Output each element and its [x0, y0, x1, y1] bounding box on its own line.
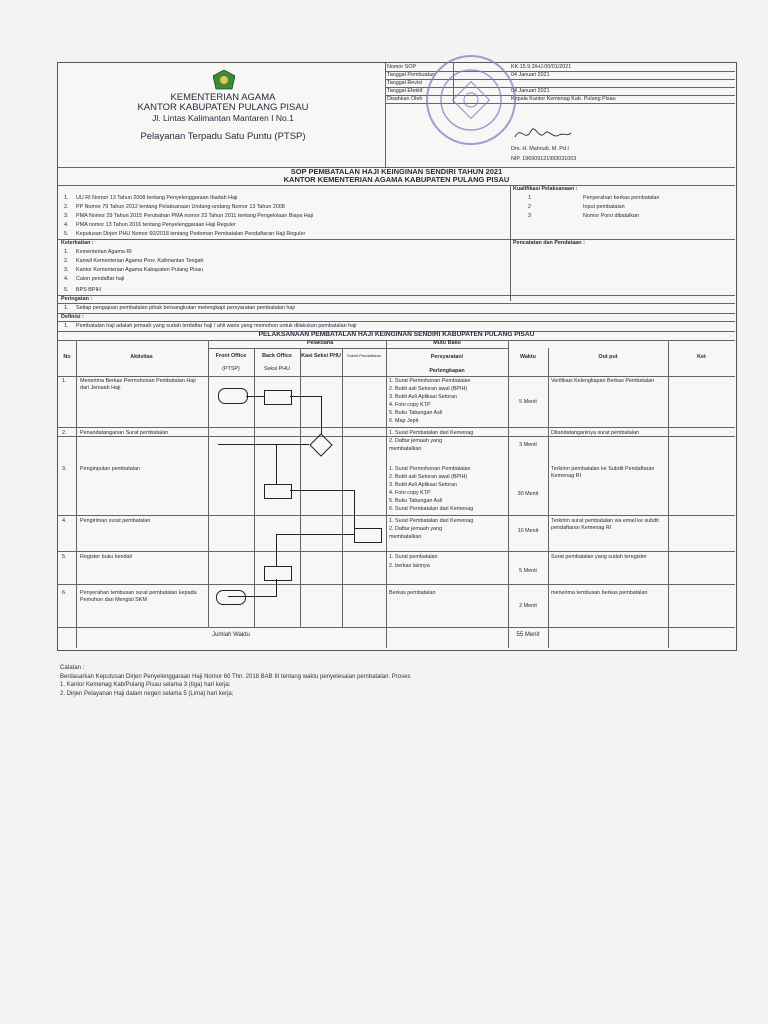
keterkaitan-title: Keterkaitan : [61, 240, 94, 246]
keterkaitan-item: Kantor Kementerian Agama Kabupaten Pulang Pisau [76, 267, 204, 273]
col-perlengkapan: Perlengkapan [429, 368, 465, 374]
row-syarat: 2. Daftar jemaah yang [389, 438, 443, 444]
row-syarat: 4. Foto copy KTP [389, 402, 431, 408]
row-syarat: 1. Surat Pembatalan dari Kemenag [389, 430, 474, 436]
sop-office: KANTOR KEMENTERIAN AGAMA KABUPATEN PULANG PISAU [283, 175, 510, 184]
row-output: Terkirim pembatalan ke Subdit Pendaftaran Kemenag RI [551, 466, 655, 479]
row-output: Terkirim surat pembatalan via email ke subdit pendaftaran Kemenag RI [551, 518, 659, 531]
row-syarat: 3. Bukti Asli Aplikasi Setoran [389, 482, 458, 488]
row-waktu: 2 Menit [519, 603, 537, 609]
col-kasi: Kasi Seksi PHU [301, 353, 341, 359]
col-front-office: Front Office [215, 353, 247, 359]
row-waktu: 5 Menit [519, 568, 537, 574]
signer-name: Drs. H. Mahrudi, M. Pd.I [511, 146, 569, 152]
row-syarat: membatalkan [389, 534, 422, 540]
meta-value: 04 Januari 2021 [511, 88, 550, 94]
signer-nip: NIP. 196909121993031003 [511, 156, 577, 162]
office-address: Jl. Lintas Kalimantan Mantaren I No.1 [152, 113, 294, 123]
row-waktu: 30 Menit [517, 491, 539, 497]
pencatatan-title: Pencatatan dan Pendataan : [513, 240, 585, 246]
notes-line: 2. Dirjen Pelayanan Haji dalam negeri selama 5 (Lima) hari kerja; [60, 690, 234, 697]
meta-label: Disahkan Oleh [387, 96, 423, 102]
legal-item: PMA nomor 13 Tahun 2016 tentang Penyelenggaraan Haji Reguler [76, 222, 236, 228]
keterkaitan-item: Kementerian Agama RI [76, 249, 132, 255]
row-syarat: 5. Buku Tabungan Asli [389, 410, 443, 416]
legal-item: PP Nomor 79 Tahun 2012 tentang Pelaksanaan Undang-undang Nomor 13 Tahun 2008 [76, 204, 285, 210]
qual-item: Penyerahan berkas pembatalan [583, 195, 660, 201]
row-syarat: 2. berkas lainnya [389, 563, 430, 569]
row-syarat: 4. Foto copy KTP [389, 490, 431, 496]
row-aktivitas: Register buku kendali [80, 554, 132, 560]
definisi-text: Pembatalan haji adalah jemaah yang sudah terdaftar haji / ahli waris yang memohon untuk dilakukan pembatalan haji [76, 323, 357, 329]
signature [513, 121, 573, 145]
flow-process-box [264, 484, 292, 499]
row-no: 4. [62, 518, 67, 524]
col-back-office: Back Office [262, 353, 292, 359]
definisi-title: Definisi : [61, 314, 84, 320]
notes-line: Berdasarkan Keputusan Dirjen Penyelenggaraan Haji Nomor 60 Thn. 2018 BAB III tentang waktu penyelesaian pembatalan. Proses [60, 673, 411, 680]
col-pelaksana: Pelaksana [306, 340, 334, 346]
row-no: 3. [62, 466, 67, 472]
col-back-office-sub: Seksi PHU [263, 366, 291, 372]
flow-end-terminator [216, 590, 246, 605]
row-syarat: 1. Surat pembatalan [389, 554, 438, 560]
col-aktivitas: Aktivitas [130, 354, 153, 360]
row-syarat: membatalkan [389, 446, 422, 452]
flow-decision-diamond [309, 433, 333, 457]
row-no: 5. [62, 554, 67, 560]
row-syarat: 2. Bukti asli Setoran awal (BPIH) [389, 474, 468, 480]
col-output: Out put [598, 354, 618, 360]
qual-item: Nomor Porsi dibatalkan [583, 213, 640, 219]
col-ket: Ket [697, 354, 706, 360]
office-name: KANTOR KABUPATEN PULANG PISAU [137, 102, 309, 113]
row-waktu: 5 Menit [519, 399, 537, 405]
row-aktivitas: Penyerahan tembusan surat pembatalan kepada Pemohon dan Mengisi SKM [80, 590, 197, 603]
org-name: KEMENTERIAN AGAMA [170, 92, 276, 103]
official-stamp [426, 55, 516, 145]
row-output: Surat pembatalan yang sudah teregister [551, 554, 647, 560]
row-aktivitas: Menerima Berkas Permohonan Pembatalan Haji dari Jemaah Haji [80, 378, 196, 391]
meta-value: Kepala Kantor Kemenag Kab. Pulang Pisau [511, 96, 616, 102]
row-syarat: 6. Surat Pembatalan dari Kemenag [389, 506, 474, 512]
row-syarat: 3. Bukti Asli Aplikasi Setoran [389, 394, 458, 400]
total-value: 55 Menit [516, 632, 540, 638]
row-aktivitas: Penandatanganan Surat pembatalan [80, 430, 169, 436]
total-label: Jumlah Waktu [212, 632, 250, 638]
row-syarat: 1. Surat Permohonan Pembatalan [389, 378, 471, 384]
keterkaitan-item: BPS BPIH [76, 287, 101, 293]
row-output: Verifikasi Kelengkapan Berkas Pembatalan [551, 378, 655, 384]
row-no: 2. [62, 430, 67, 436]
row-aktivitas: Penginputan pembatalan [80, 466, 140, 472]
col-front-office-sub: (PTSP) [222, 366, 240, 372]
row-output: menerima tembusan berkas pembatalan [551, 590, 648, 596]
sop-title: SOP PEMBATALAN HAJI KEINGINAN SENDIRI TAHUN 2021 [290, 167, 503, 176]
col-mutu: Mutu Baku [433, 340, 461, 346]
service-name: Pelayanan Terpadu Satu Puntu (PTSP) [140, 131, 306, 142]
sop-sheet: KEMENTERIAN AGAMA KANTOR KABUPATEN PULANG PISAU Jl. Lintas Kalimantan Mantaren I No.1 Pelayanan Terpadu Satu Puntu (PTSP) Nomor SOP Tanggal Pembuatan Tanggal Revisi Tanggal Efektif Disahkan Oleh KK.15.9.3/HJ.00/01/2021 04 Januari 2021 04 Januari 2021 Kepala Kantor Kemenag Kab. Pulang Pisau Drs. H. Mahrudi, M. Pd.I NIP. 196909121993031003 SOP PEMBATALAN HAJI KEINGINAN SENDIRI TAHUN 2021 KANTOR KEMENTERIAN AGAMA KABUPATEN PULANG PISAU Kualifikasi Pelaksanaan : 1. UU RI Nomor 13 Tahun 2008 tentang Penyelenggaraan Ibadah Haji 2. PP Nomor 79 Tahun 2012 tentang Pelaksanaan Undang-undang Nomor 13 Tahun 2008 3. PMA Nomor 29 Tahun 2015 Perubahan PMA nomor 23 Tahun 2011 tentang Pengelolaan Biaya Haji 4. PMA nomor 13 Tahun 2016 tentang Penyelenggaraan Haji Reguler 5. Keputusan Dirjen PHU Nomor 60/2018 tentang Pedoman Pembatalan Pendaftaran Haji Reguler 1 Penyerahan berkas pembatalan 2 Input pembatalan 3 Nomor Porsi dibatalkan Keterkaitan : Pencatatan dan Pendataan : 1. Kementerian Agama RI 2. Kanwil Kementerian Agama Prov. Kalimantan Tengah 3. Kantor Kementerian Agama Kabupaten Pulang Pisau 4. Calon pendaftar haji 5. BPS BPIH Peringatan : 1. Setiap pengajuan pembatalan pihak bersangkutan melengkapi persyaratan pembatalan haji Definisi : 1. Pembatalan haji adalah jemaah yang sudah terdaftar haji / ahli waris yang memohon untuk dilakukan pembatalan haji PELAKSANAAN PEMBATALAN HAJI KEINGINAN SENDIRI KABUPATEN PULANG PISAU Pelaksana Mutu Baku No Aktivitas Front Office (PTSP) Back Office Seksi PHU Kasi Seksi PHU Subsit Pendaftaran Persyaratan/ Perlengkapan Waktu Out put Ket 1. Menerima Berkas Permohonan Pembatalan Haji dari Jemaah Haji 1. Surat Permohonan Pembatalan 2. Bukti asli Setoran awal (BPIH) 3. Bukti Asli Aplikasi Setoran 4. Foto copy KTP 5. Buku Tabungan Asli 6. Map Jepit 5 Menit Verifikasi Kelengkapan Berkas Pembatalan 2. Penandatanganan Surat pembatalan 1. Surat Pembatalan dari Kemenag 2. Daftar jemaah yang membatalkan 3 Menit Ditandatanganinya surat pembatalan 3. Penginputan pembatalan 1. Surat Permohonan Pembatalan 2. Bukti asli Setoran awal (BPIH) 3. Bukti Asli Aplikasi Setoran 4. Foto copy KTP 5. Buku Tabungan Asli 6. Surat Pembatalan dari Kemenag 30 Menit Terkirim pembatalan ke Subdit Pendaftaran Kemenag RI 4. Pengiriman surat pembatalan 1. Surat Pembatalan dari Kemenag 2. Daftar jemaah yang membatalkan 10 Menit Terkirim surat pembatalan via email ke subdit pendaftaran Kemenag RI 5. Register buku kendali 1. Surat pembatalan 2. berkas lainnya 5 Menit Surat pembatalan yang sudah teregister 6. Penyerahan tembusan surat pembatalan kepada Pemohon dan Mengisi SKM Berkas pembatalan 2 Menit menerima tembusan berkas pembatalan Jumlah Waktu 55 Menit [57, 62, 737, 651]
row-waktu: 10 Menit [517, 528, 539, 534]
flow-process-box [264, 390, 292, 405]
kemenag-emblem-icon [213, 70, 235, 90]
notes-title: Catatan : [60, 665, 85, 671]
flow-process-box [354, 528, 382, 543]
row-waktu: 3 Menit [519, 442, 537, 448]
keterkaitan-item: Kanwil Kementerian Agama Prov. Kalimantan Tengah [76, 258, 204, 264]
notes [60, 664, 410, 698]
row-output: Ditandatanganinya surat pembatalan [551, 430, 640, 436]
flow-start-terminator [218, 388, 248, 404]
flow-process-box [264, 566, 292, 581]
keterkaitan-item: Calon pendaftar haji [76, 276, 125, 282]
meta-label: Tanggal Pembuatan [387, 72, 435, 78]
peringatan-text: Setiap pengajuan pembatalan pihak bersangkutan melengkapi persyaratan pembatalan haji [76, 305, 295, 311]
table-title: PELAKSANAAN PEMBATALAN HAJI KEINGINAN SENDIRI KABUPATEN PULANG PISAU [258, 331, 535, 338]
legal-item: Keputusan Dirjen PHU Nomor 60/2018 tentang Pedoman Pembatalan Pendaftaran Haji Reguler [76, 231, 306, 237]
legal-item: UU RI Nomor 13 Tahun 2008 tentang Penyelenggaraan Ibadah Haji [76, 195, 238, 201]
meta-label: Tanggal Efektif [387, 88, 423, 94]
row-syarat: Berkas pembatalan [389, 590, 436, 596]
col-waktu: Waktu [520, 354, 536, 360]
row-syarat: 2. Bukti asli Setoran awal (BPIH) [389, 386, 468, 392]
col-no: No [63, 354, 71, 360]
qual-title: Kualifikasi Pelaksanaan : [513, 186, 578, 192]
meta-label: Nomor SOP [387, 64, 417, 70]
col-persyaratan: Persyaratan/ [430, 354, 464, 360]
row-aktivitas: Pengiriman surat pembatalan [80, 518, 151, 524]
row-syarat: 1. Surat Permohonan Pembatalan [389, 466, 471, 472]
meta-value: 04 Januari 2021 [511, 72, 550, 78]
row-syarat: 5. Buku Tabungan Asli [389, 498, 443, 504]
notes-line: 1. Kantor Kemenag Kab/Pulang Pisau selama 3 (tiga) hari kerja; [60, 682, 231, 688]
col-subsit: Subsit Pendaftaran [346, 353, 382, 358]
legal-item: PMA Nomor 29 Tahun 2015 Perubahan PMA nomor 23 Tahun 2011 tentang Pengelolaan Biaya Haji [76, 213, 314, 219]
meta-value: KK.15.9.3/HJ.00/01/2021 [511, 64, 572, 70]
peringatan-title: Peringatan : [61, 296, 93, 302]
meta-label: Tanggal Revisi [387, 80, 423, 86]
row-syarat: 2. Daftar jemaah yang [389, 526, 443, 532]
row-no: 6. [62, 590, 67, 596]
row-syarat: 6. Map Jepit [389, 418, 419, 424]
row-no: 1. [62, 378, 67, 384]
row-syarat: 1. Surat Pembatalan dari Kemenag [389, 518, 474, 524]
qual-item: Input pembatalan [583, 204, 625, 210]
